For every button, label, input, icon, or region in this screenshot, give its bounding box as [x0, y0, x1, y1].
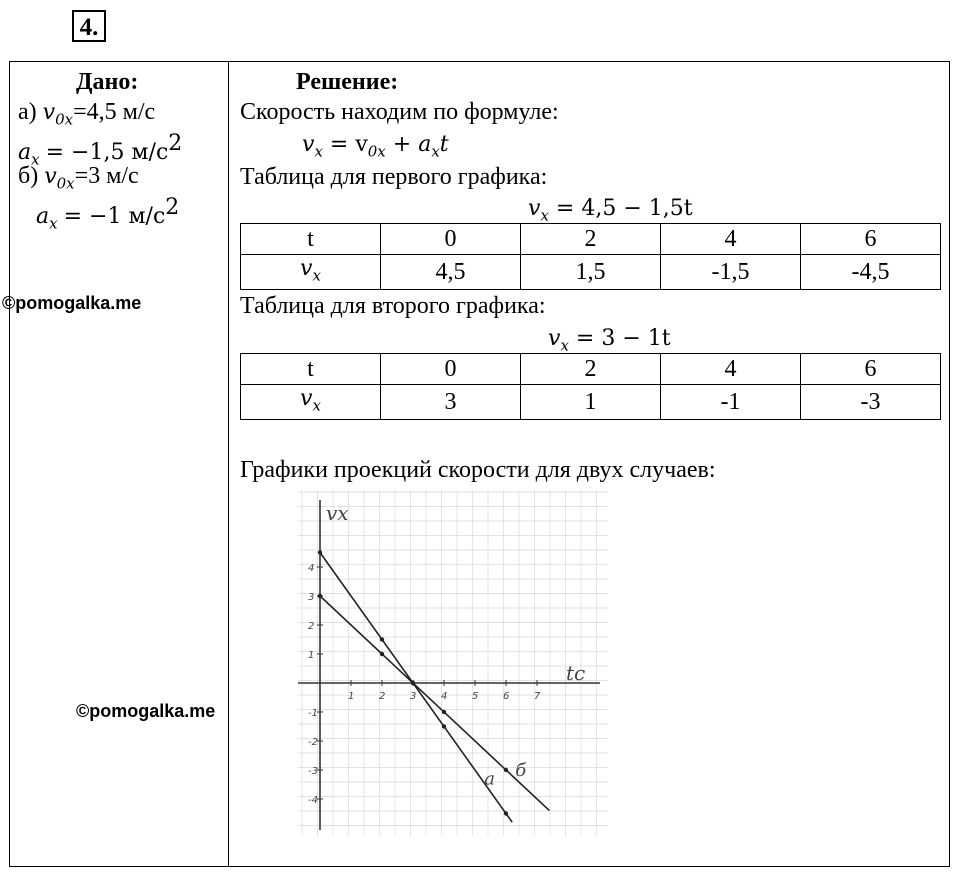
x-tick-label: 1: [348, 691, 355, 702]
table1-header-cell: t: [241, 224, 381, 255]
table1-caption: Таблица для первого графика:: [240, 164, 548, 190]
column-divider: [228, 61, 229, 867]
table2: [240, 353, 941, 420]
y-tick-label: 1: [308, 650, 315, 661]
table2-value-row: [241, 385, 941, 420]
table1-header-row: [241, 224, 941, 255]
table2-equation: $v_x = 3 - 1t$: [548, 326, 671, 355]
x-tick-label: 5: [472, 691, 479, 702]
y-tick-label: -1: [308, 708, 318, 719]
table1: [240, 223, 941, 290]
table2-value-cell: 1: [521, 385, 661, 420]
y-axis-label: vx: [326, 501, 349, 525]
y-tick-label: -4: [308, 795, 318, 806]
table2-header-cell: 2: [521, 354, 661, 385]
table1-header-cell: 2: [521, 224, 661, 255]
data-point: [380, 637, 384, 641]
given-case-a-v0: а) $v_{0x}=4,5$ м/с: [18, 99, 156, 129]
x-axis-label: tc: [566, 661, 586, 685]
data-point: [442, 710, 446, 714]
table1-value-row: [241, 255, 941, 290]
data-point: [504, 811, 508, 815]
x-tick-label: 7: [534, 691, 541, 702]
table1-equation: $v_x = 4,5 - 1,5t$: [528, 196, 693, 225]
table2-header-cell: 6: [801, 354, 941, 385]
table1-value-cell: -1,5: [661, 255, 801, 290]
given-heading: Дано:: [76, 69, 139, 95]
solution-heading: Решение:: [296, 69, 399, 95]
data-point: [380, 652, 384, 656]
table1-value-cell: -4,5: [801, 255, 941, 290]
x-tick-label: 4: [441, 691, 448, 702]
formula-intro: Скорость находим по формуле:: [240, 99, 559, 125]
data-point: [411, 681, 415, 685]
graph-caption: Графики проекций скорости для двух случаев:: [240, 457, 716, 483]
given-case-b-accel: $a_x = -1$ $м/с^2$: [36, 195, 180, 233]
table2-value-cell: 3: [381, 385, 521, 420]
table2-value-cell: -3: [801, 385, 941, 420]
table2-caption: Таблица для второго графика:: [240, 293, 546, 319]
velocity-graph: [298, 490, 608, 835]
table2-header-cell: t: [241, 354, 381, 385]
x-tick-label: 3: [410, 691, 417, 702]
table2-header-row: [241, 354, 941, 385]
table2-header-cell: 4: [661, 354, 801, 385]
given-case-b-v0: б) $v_{0x}=3$ м/с: [18, 163, 139, 193]
table2-row-label: $v_x$: [241, 385, 381, 420]
given-case-a-accel: $a_x = -1,5$ $м/с^2$: [18, 131, 183, 169]
watermark-top: ©pomogalka.me: [2, 293, 142, 313]
x-tick-label: 6: [503, 691, 510, 702]
velocity-formula: $v_x = v_{0x} + a_xt$: [302, 132, 449, 161]
x-tick-label: 2: [379, 691, 386, 702]
table2-value-cell: -1: [661, 385, 801, 420]
y-tick-label: -2: [308, 737, 318, 748]
y-tick-label: 3: [308, 592, 315, 603]
table1-row-label: $v_x$: [241, 255, 381, 290]
table1-header-cell: 0: [381, 224, 521, 255]
data-point: [504, 768, 508, 772]
data-point: [318, 594, 322, 598]
problem-number: 4.: [72, 10, 106, 42]
table1-value-cell: 1,5: [521, 255, 661, 290]
y-tick-label: 2: [308, 621, 315, 632]
data-point: [442, 724, 446, 728]
y-tick-label: 4: [308, 563, 315, 574]
series-label: б: [515, 759, 527, 781]
table2-header-cell: 0: [381, 354, 521, 385]
table1-header-cell: 6: [801, 224, 941, 255]
series-label: а: [484, 768, 496, 790]
watermark-bottom: ©pomogalka.me: [76, 701, 216, 721]
data-point: [318, 550, 322, 554]
table1-value-cell: 4,5: [381, 255, 521, 290]
y-tick-label: -3: [308, 766, 318, 777]
table1-header-cell: 4: [661, 224, 801, 255]
